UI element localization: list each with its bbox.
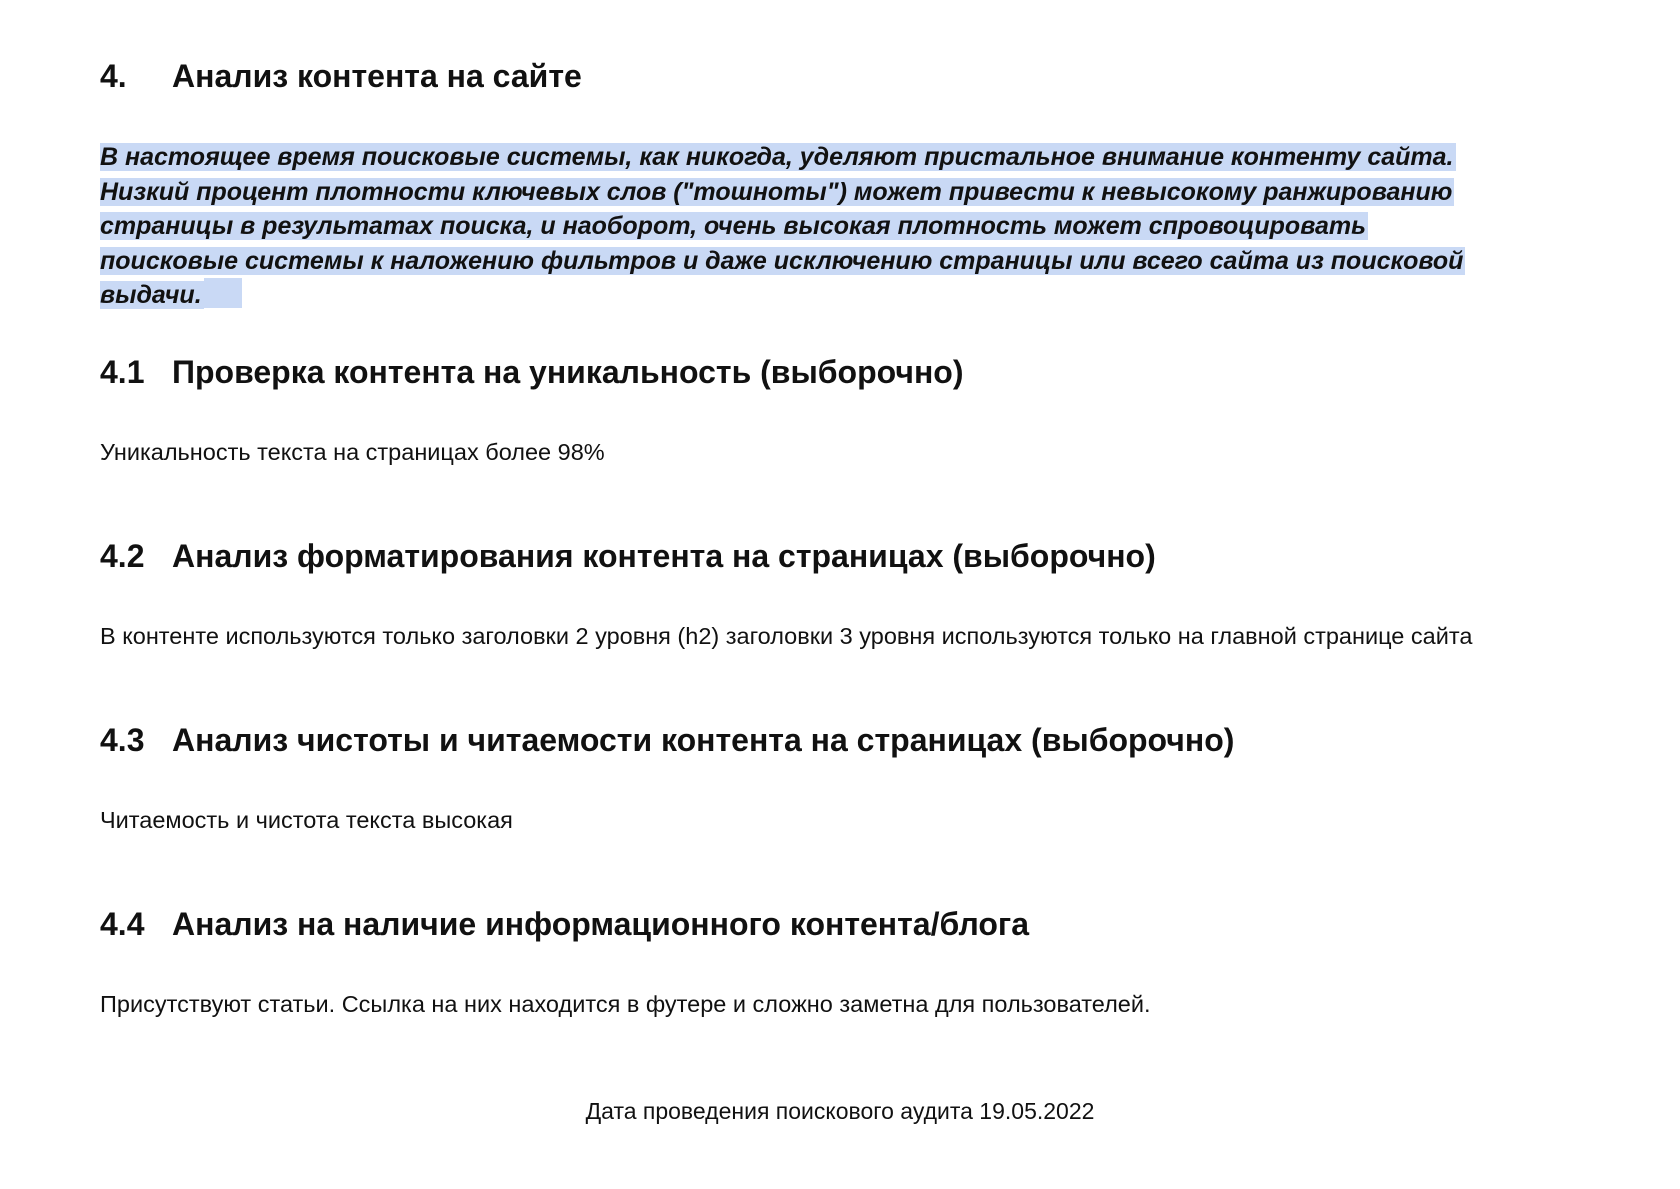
subsection-title: Анализ форматирования контента на страницах (выборочно): [172, 538, 1156, 574]
subsection-text-4-3: Читаемость и чистота текста высокая: [100, 807, 513, 833]
intro-line: Низкий процент плотности ключевых слов ("тошноты") может привести к невысокому ранжированию: [100, 177, 1453, 206]
selection-tail: [204, 278, 242, 308]
intro-line: В настоящее время поисковые системы, как никогда, уделяют пристальное внимание контенту сайта.: [100, 143, 1454, 171]
subsection-title: Проверка контента на уникальность (выборочно): [172, 354, 964, 390]
subsection-heading-4-2: [100, 536, 1156, 576]
subsection-number: 4.1: [100, 354, 145, 390]
subsection-title: Анализ на наличие информационного контента/блога: [172, 906, 1030, 942]
intro-line: выдачи.: [100, 281, 202, 309]
subsection-heading-4-1: [100, 352, 964, 392]
subsection-heading-4-3: [100, 720, 1234, 760]
intro-line: страницы в результатах поиска, и наоборот, очень высокая плотность может спровоцировать: [100, 212, 1366, 240]
audit-date-footer: Дата проведения поискового аудита 19.05.2022: [585, 1098, 1095, 1124]
subsection-text-4-4: Присутствуют статьи. Ссылка на них находится в футере и сложно заметна для пользователей.: [100, 991, 1151, 1017]
subsection-title: Анализ чистоты и читаемости контента на страницах (выборочно): [172, 722, 1235, 758]
subsection-number: 4.4: [100, 906, 145, 942]
subsection-heading-4-4: [100, 904, 1029, 944]
subsection-text-4-2: В контенте используются только заголовки 2 уровня (h2) заголовки 3 уровня используются только на главной странице сайта: [100, 623, 1473, 649]
section-number: 4.: [100, 58, 127, 94]
subsection-number: 4.3: [100, 722, 145, 758]
intro-paragraph-selected[interactable]: [100, 140, 1540, 313]
intro-line: поисковые системы к наложению фильтров и даже исключению страницы или всего сайта из поисковой: [100, 246, 1464, 275]
subsection-text-4-1: Уникальность текста на страницах более 98%: [100, 439, 605, 465]
subsection-number: 4.2: [100, 538, 145, 574]
section-heading: [100, 56, 582, 96]
section-title: Анализ контента на сайте: [172, 58, 582, 94]
